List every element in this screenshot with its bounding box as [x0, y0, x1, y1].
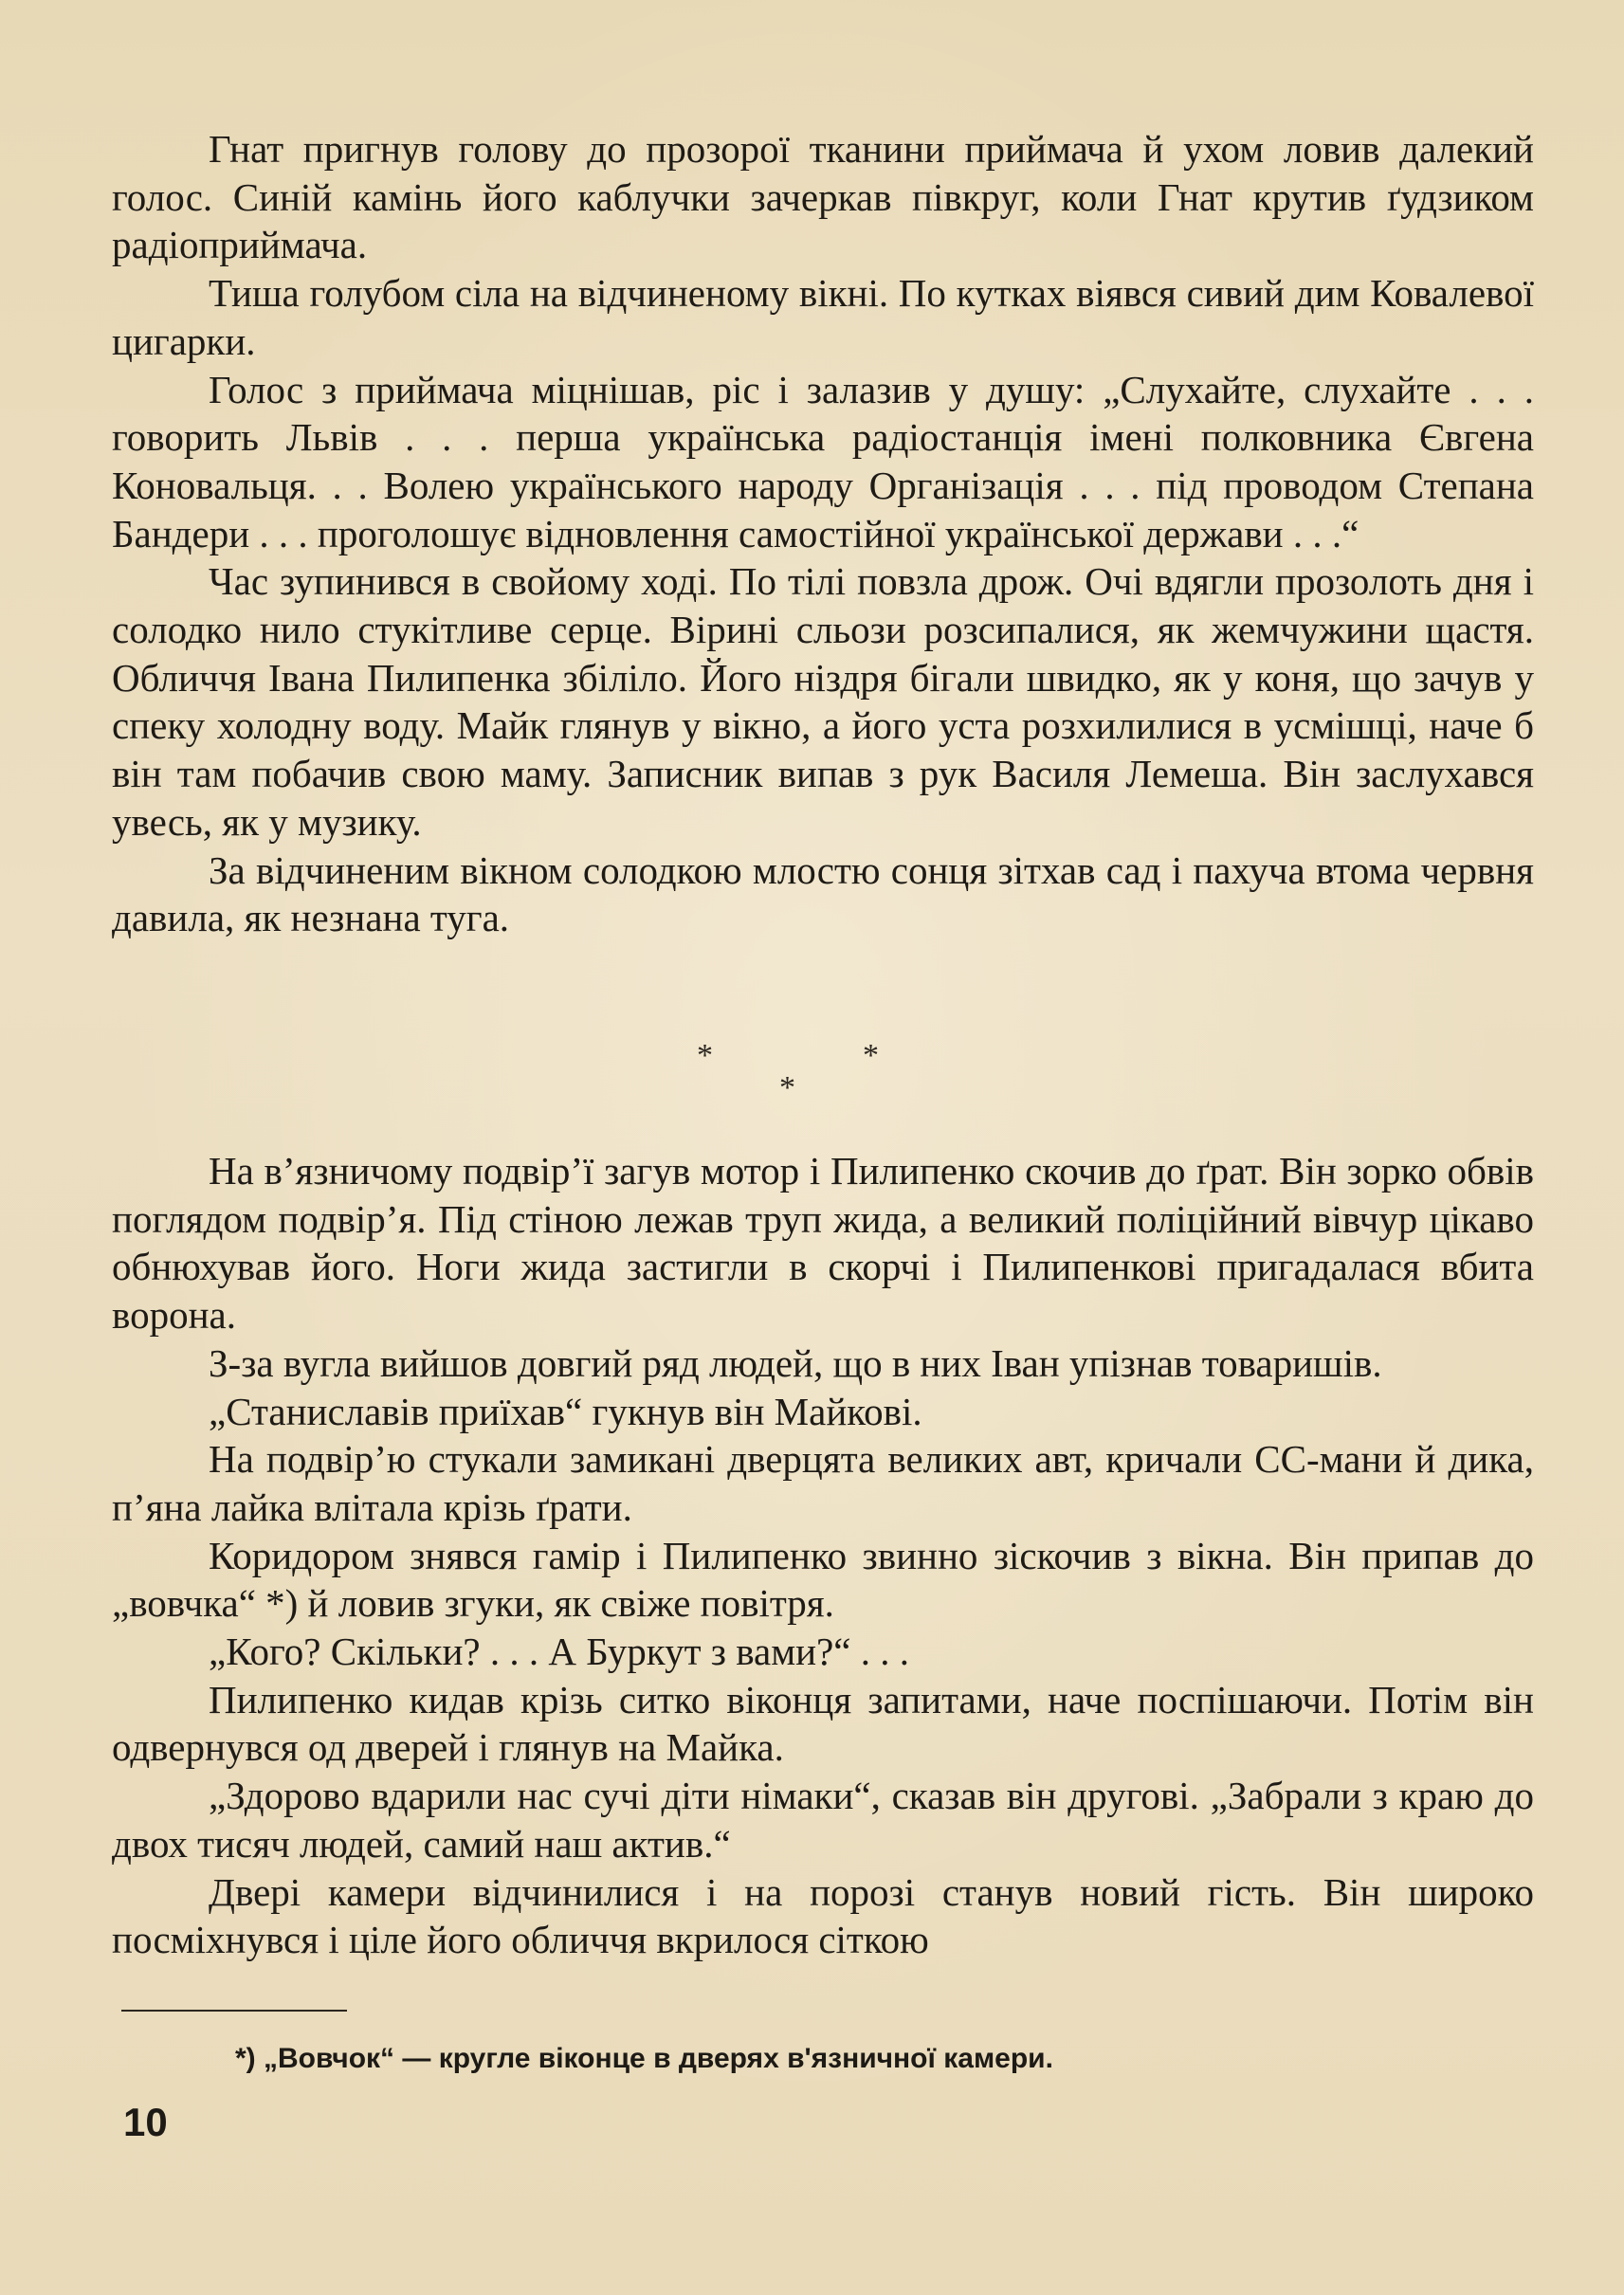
- asterisk: *: [779, 1070, 795, 1105]
- paragraph: Двері камери відчинилися і на порозі станув новий гість. Він широко посміхнувся і ціле його обличчя вкрилося сіткою: [112, 1869, 1534, 1962]
- asterisk: *: [863, 1038, 879, 1073]
- paragraph: Голос з приймача міцнішав, ріс і залазив у душу: „Слухайте, слухайте . . . говорить Львів . . . перша українська радіостанція імені полковника Євгена Коновальця. . . Волею українського народу Організація . . . під проводом Степана Бандери . . . проголошує відновлення самостійної української держави . . .“: [112, 367, 1534, 556]
- text-section-1: [112, 125, 1534, 942]
- paragraph: Час зупинився в свойому ході. По тілі повзла дрож. Очі вдягли прозолоть дня і солодко нило стукітливе серце. Вірині сльози розсипалися, як жемчужини щастя. Обличчя Івана Пилипенка збіліло. Його ніздря бігали швидко, як у коня, що зачув у спеку холодну воду. Майк глянув у вікно, а його уста розхилилися в усмішці, наче б він там побачив свою маму. Записник випав з рук Василя Лемеша. Він заслухався увесь, як у музику.: [112, 559, 1534, 844]
- paragraph: На в’язничому подвір’ї загув мотор і Пилипенко скочив до ґрат. Він зорко обвів поглядом подвір’я. Під стіною лежав труп жида, а великий поліційний вівчур цікаво обнюхував його. Ноги жида застигли в скорчі і Пилипенкові пригадалася вбита ворона.: [112, 1149, 1534, 1338]
- paragraph: На подвір’ю стукали замикані дверцята великих авт, кричали СС-мани й дика, п’яна лайка влітала крізь ґрати.: [112, 1437, 1534, 1529]
- paragraph: Пилипенко кидав крізь ситко віконця запитами, наче поспішаючи. Потім він одвернувся од дверей і глянув на Майка.: [112, 1677, 1534, 1770]
- paragraph: За відчиненим вікном солодкою млостю сонця зітхав сад і пахуча втома червня давила, як незнана туга.: [112, 847, 1534, 940]
- paragraph: Коридором знявся гамір і Пилипенко звинно зіскочив з вікна. Він припав до „вовчка“ *) й ловив згуки, як свіже повітря.: [112, 1533, 1534, 1626]
- asterisk: *: [697, 1038, 713, 1073]
- paragraph: „Станиславів приїхав“ гукнув він Майкові.: [209, 1389, 922, 1433]
- paragraph: З-за вугла вийшов довгий ряд людей, що в них Іван упізнав товаришів.: [209, 1340, 1382, 1385]
- footnote: *) „Вовчок“ — кругле віконце в дверях в'язничної камери.: [235, 2043, 1053, 2074]
- section-separator: [697, 1038, 943, 1104]
- paragraph: „Кого? Скільки? . . . А Буркут з вами?“ . . .: [209, 1630, 910, 1674]
- paragraph: Гнат пригнув голову до прозорої тканини приймача й ухом ловив далекий голос. Синій камінь його каблучки зачеркав півкруг, коли Гнат крутив ґудзиком радіоприймача.: [112, 127, 1534, 267]
- text-section-2: [112, 1147, 1534, 1964]
- page-number: 10: [123, 2100, 168, 2144]
- paragraph: Тиша голубом сіла на відчиненому вікні. По кутках віявся сивий дим Ковалевої цигарки.: [112, 271, 1534, 363]
- paragraph: „Здорово вдарили нас сучі діти німаки“, сказав він другові. „Забрали з краю до двох тисяч людей, самий наш актив.“: [112, 1774, 1534, 1866]
- footnote-divider: [121, 2010, 347, 2012]
